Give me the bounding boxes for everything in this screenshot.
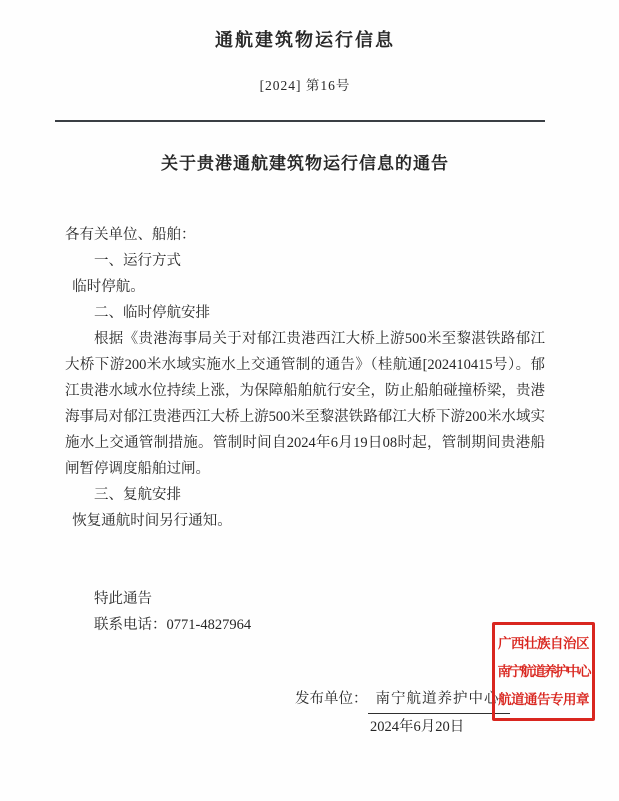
document-title: 通航建筑物运行信息 [215, 30, 395, 50]
stamp-line-organization: 南宁航道养护中心 [497, 664, 590, 679]
stamp-line-seal-type: 航道通告专用章 [498, 692, 589, 707]
document-number: [2024] 第16号 [259, 78, 351, 93]
publish-date: 2024年6月20日 [370, 719, 465, 735]
header-divider-line [55, 120, 545, 122]
publisher-label: 发布单位： [295, 691, 368, 707]
section-3-body: 恢复通航时间另行通知。 [72, 513, 232, 529]
section-2-heading: 二、临时停航安排 [94, 305, 210, 321]
section-2-body: 根据《贵港海事局关于对郁江贵港西江大桥上游500米至黎湛铁路郁江大桥下游200米水域实施水上交通管制的通告》（桂航通[202410415号）。郁江贵港水域水位持续上涨，为保障船舶航行安全，防止船舶碰撞桥梁，贵港海事局对郁江贵港西江大桥上游500米至黎湛铁路郁江大桥下游200米水域实施水上交通管制措施。管制时间自2024年6月19日08时起，管制期间贵港船闸暂停调度船舶过闸。 [65, 331, 545, 477]
section-3-heading: 三、复航安排 [94, 487, 181, 503]
closing-statement: 特此通告 [94, 591, 152, 607]
notice-heading: 关于贵港通航建筑物运行信息的通告 [161, 154, 449, 173]
stamp-line-region: 广西壮族自治区 [498, 636, 589, 651]
official-stamp [492, 622, 595, 721]
salutation-line: 各有关单位、船舶： [65, 227, 196, 243]
section-1-heading: 一、运行方式 [94, 253, 181, 269]
notice-body [65, 222, 545, 638]
section-1-body: 临时停航。 [72, 279, 145, 295]
contact-phone-line: 联系电话：0771-4827964 [94, 617, 252, 633]
publisher-name: 南宁航道养护中心 [368, 686, 510, 714]
